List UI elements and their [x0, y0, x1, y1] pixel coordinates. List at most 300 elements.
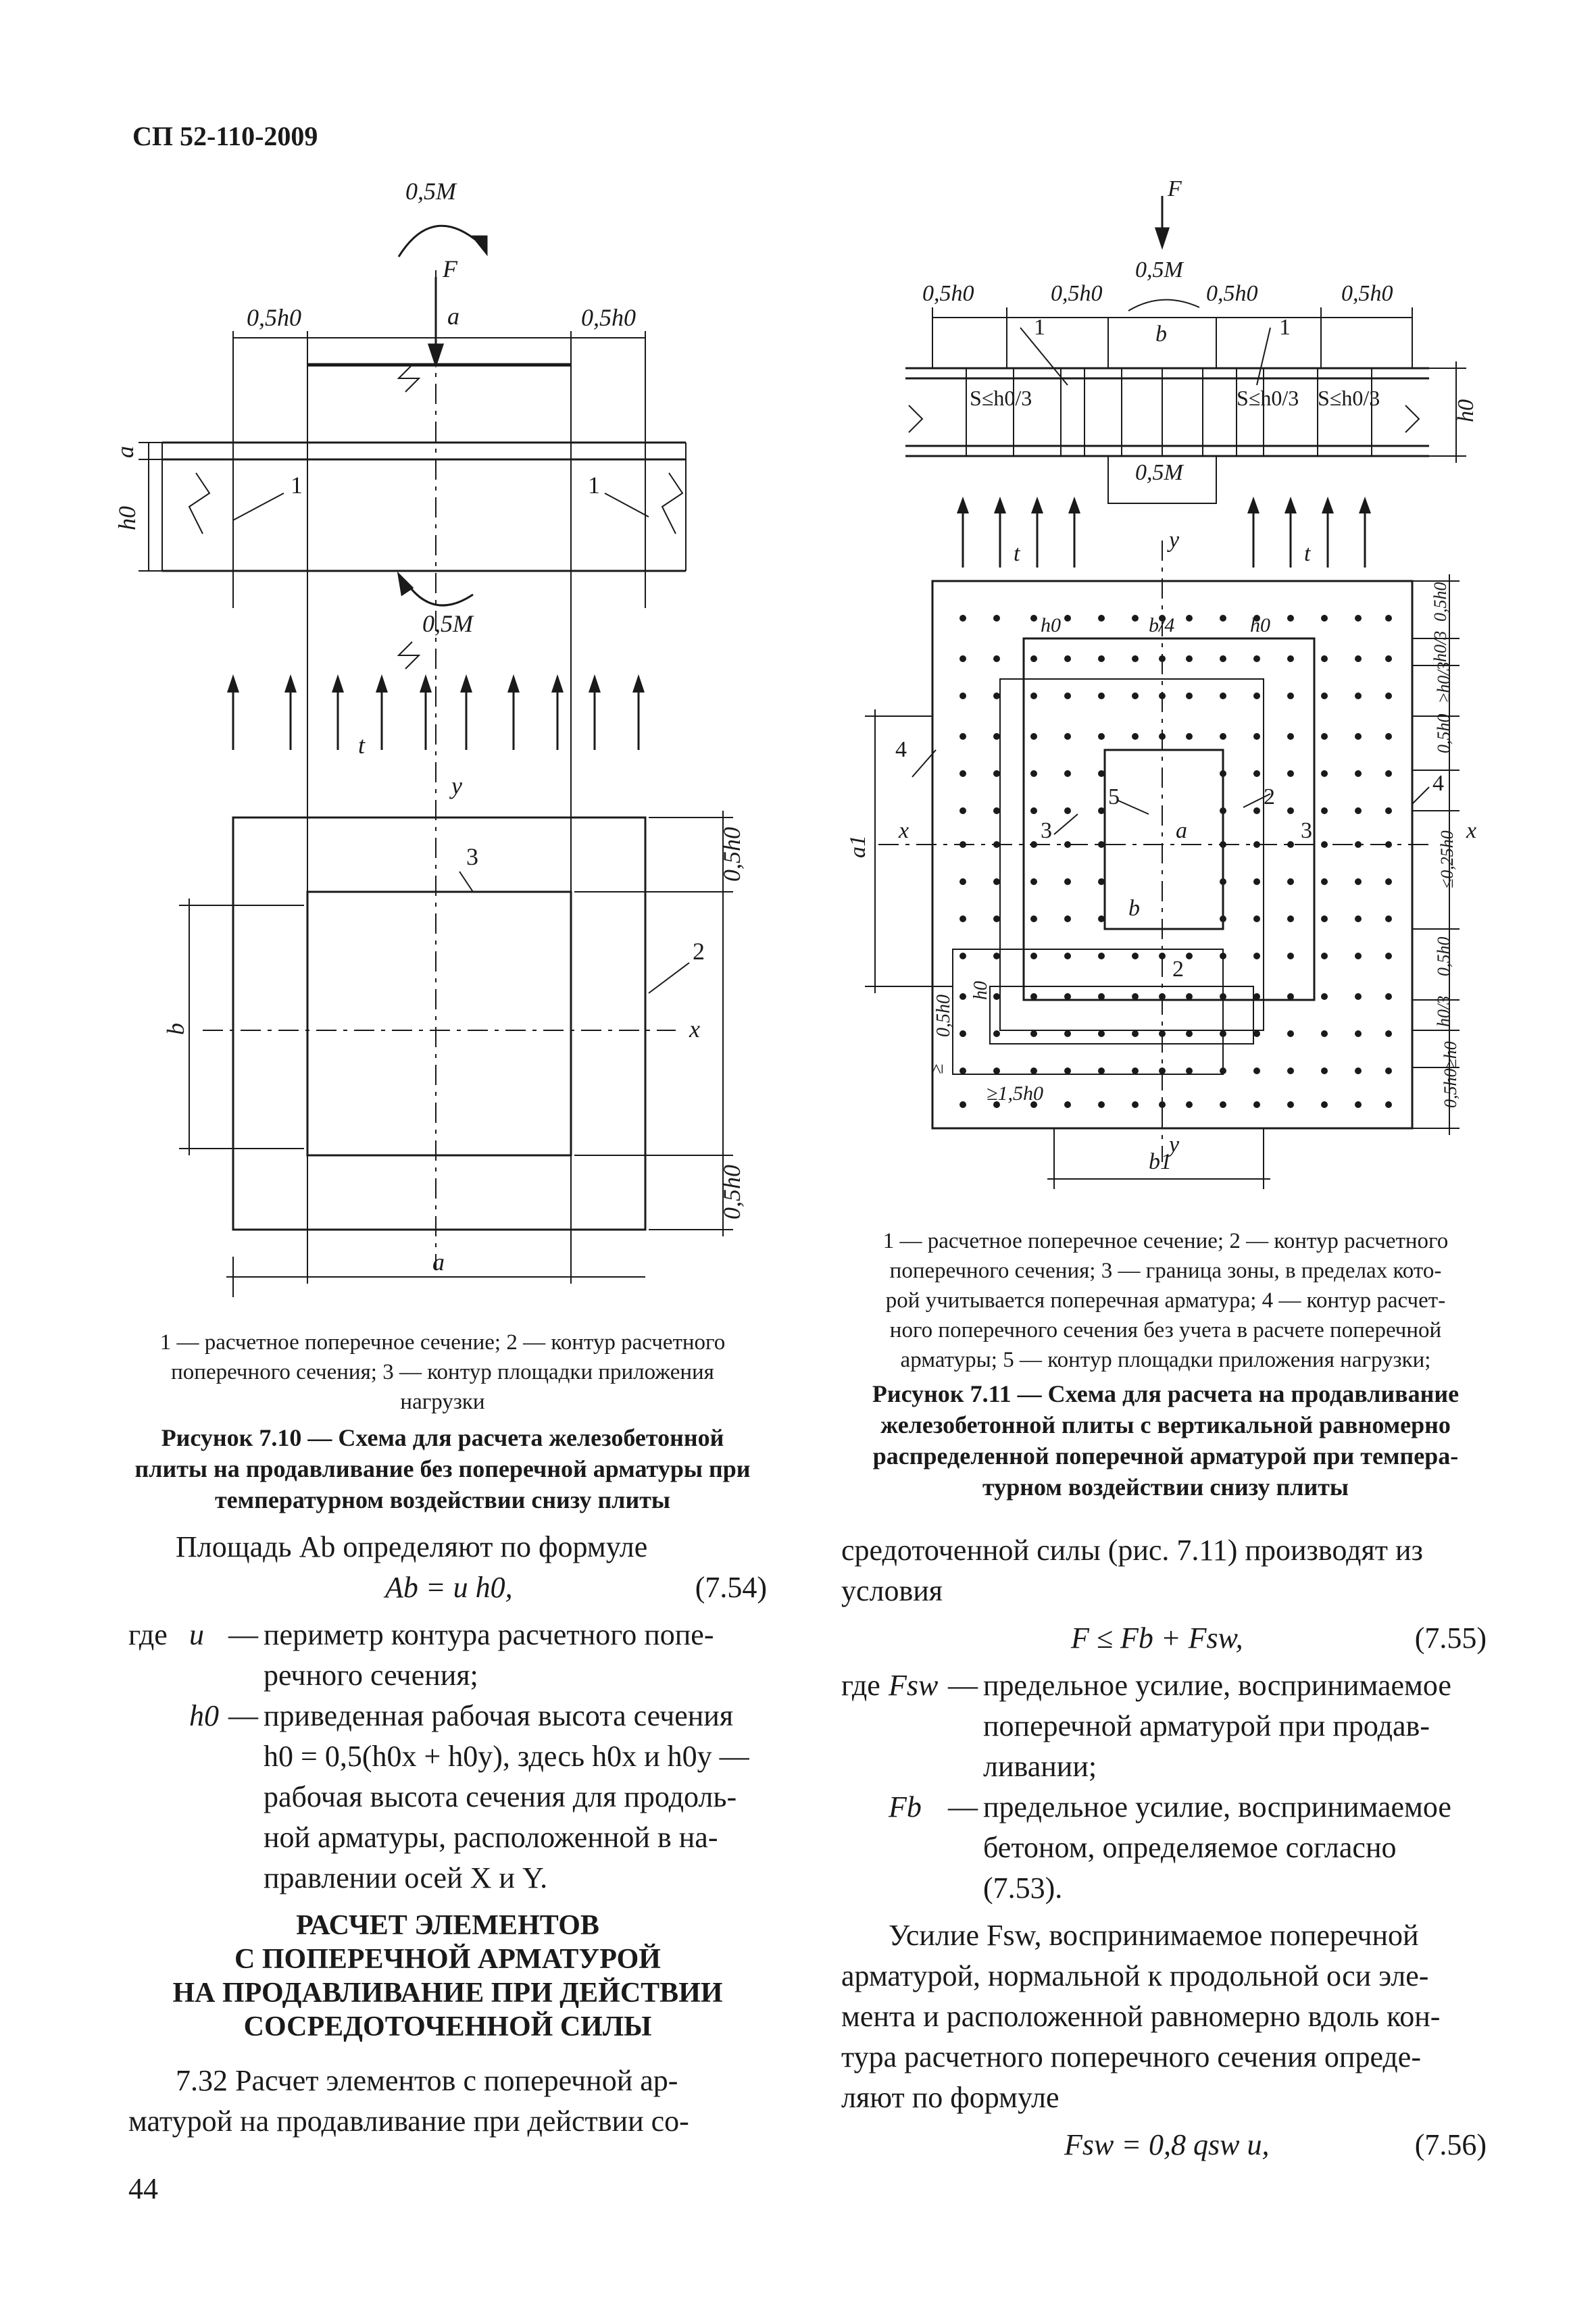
paragraph-line: мента и расположенной равномерно вдоль кон- — [841, 2000, 1441, 2033]
fig711-h0-lower: h0 — [970, 981, 991, 1000]
reinforcement-dot — [1220, 655, 1226, 662]
reinforcement-dot — [1355, 1067, 1362, 1074]
reinforcement-dot — [1030, 615, 1037, 622]
page-number: 44 — [128, 2172, 158, 2205]
reinforcement-dot — [1132, 1101, 1139, 1108]
fig710-title-line: Рисунок 7.10 — Схема для расчета железобетонной — [161, 1424, 724, 1451]
fig711-half-h0-left-lower: 0,5h0 — [933, 995, 954, 1037]
reinforcement-dot — [1355, 915, 1362, 922]
reinforcement-dot — [1030, 655, 1037, 662]
reinforcement-dot — [1321, 770, 1328, 777]
section-heading-line: СОСРЕДОТОЧЕННОЙ СИЛЫ — [243, 2011, 652, 2042]
reinforcement-dot — [959, 655, 966, 662]
reinforcement-dot — [1253, 807, 1260, 814]
h0-definition-5: правлении осей X и Y. — [264, 1861, 548, 1894]
reinforcement-dot — [1186, 953, 1193, 959]
reinforcement-dot — [1030, 1030, 1037, 1037]
reinforcement-dot — [1355, 1101, 1362, 1108]
reinforcement-dot — [1253, 655, 1260, 662]
reinforcement-dot — [1253, 1030, 1260, 1037]
reinforcement-dot — [1159, 953, 1166, 959]
reinforcement-dot — [1159, 1030, 1166, 1037]
reinforcement-dot — [1321, 993, 1328, 1000]
paragraph-line: Усилие Fsw, воспринимаемое поперечной — [889, 1919, 1419, 1952]
formula-7-55: F ≤ Fb + Fsw, — [1071, 1621, 1243, 1655]
reinforcement-dot — [1220, 953, 1226, 959]
fig711-moment-top-label: 0,5M — [1135, 257, 1183, 282]
fig710-force-label: F — [443, 255, 457, 282]
reinforcement-dot — [1253, 770, 1260, 777]
reinforcement-dot — [1385, 953, 1392, 959]
eq-number-7-54: (7.54) — [695, 1571, 767, 1604]
reinforcement-dot — [1385, 655, 1392, 662]
reinforcement-dot — [993, 1030, 1000, 1037]
fig711-ge-left: ≥ — [926, 1063, 947, 1074]
reinforcement-dot — [1385, 841, 1392, 848]
reinforcement-dot — [993, 915, 1000, 922]
reinforcement-dot — [1159, 655, 1166, 662]
reinforcement-dot — [1385, 733, 1392, 740]
reinforcement-dot — [1186, 993, 1193, 1000]
reinforcement-dot — [993, 878, 1000, 885]
fig711-legend-line: арматуры; 5 — контур площадки приложения нагрузки; — [900, 1348, 1431, 1372]
fig710-title-line: плиты на продавливание без поперечной арматуры при — [134, 1455, 751, 1482]
reinforcement-dot — [1064, 770, 1071, 777]
fig711-dim-r5: ≤0,25h0 — [1437, 830, 1457, 888]
reinforcement-dot — [1064, 1030, 1071, 1037]
reinforcement-dot — [1159, 1067, 1166, 1074]
reinforcement-dot — [1321, 733, 1328, 740]
reinforcement-dot — [1132, 953, 1139, 959]
reinforcement-dot — [1385, 1067, 1392, 1074]
reinforcement-dot — [1186, 655, 1193, 662]
fig711-callout-3a: 3 — [1041, 818, 1052, 843]
fig711-dim-r2: h0/3 — [1430, 630, 1450, 662]
reinforcement-dot — [1253, 841, 1260, 848]
reinforcement-dot — [1220, 1030, 1226, 1037]
fsw-definition-1: предельное усилие, воспринимаемое — [983, 1669, 1451, 1702]
fig710-callout-1-left: 1 — [291, 472, 303, 499]
reinforcement-dot — [1355, 733, 1362, 740]
reinforcement-dot — [1253, 1067, 1260, 1074]
reinforcement-dot — [1220, 841, 1226, 848]
fig711-y-bottom: y — [1169, 1132, 1180, 1157]
reinforcement-dot — [1132, 993, 1139, 1000]
fig711-legend-line: рой учитывается поперечная арматура; 4 — контур расчет- — [885, 1288, 1446, 1313]
reinforcement-dot — [1030, 841, 1037, 848]
reinforcement-dot — [1220, 807, 1226, 814]
reinforcement-dot — [1385, 693, 1392, 699]
fig711-title-line: железобетонной плиты с вертикальной равномерно — [880, 1411, 1451, 1438]
reinforcement-dot — [1098, 655, 1105, 662]
reinforcement-dot — [1253, 915, 1260, 922]
fig711-legend-line: поперечного сечения; 3 — граница зоны, в пределах кото- — [889, 1259, 1442, 1283]
fig710-title — [125, 1422, 760, 1515]
paragraph-line: условия — [841, 1574, 943, 1607]
reinforcement-dot — [959, 733, 966, 740]
reinforcement-dot — [1287, 1067, 1294, 1074]
fig711-a1: a1 — [845, 835, 870, 858]
reinforcement-dot — [1064, 878, 1071, 885]
fig710-a-thick-label: a — [111, 446, 139, 458]
fig711-half-h0-3: 0,5h0 — [1206, 281, 1258, 306]
reinforcement-dot — [1159, 733, 1166, 740]
fb-definition-3: (7.53). — [983, 1871, 1063, 1905]
reinforcement-dot — [1287, 953, 1294, 959]
reinforcement-dot — [1355, 615, 1362, 622]
fig710-callout-1-right: 1 — [588, 472, 600, 499]
reinforcement-dot — [959, 841, 966, 848]
fig711-dim-r4: 0,5h0 — [1434, 713, 1453, 753]
paragraph-7-32 — [128, 2061, 767, 2142]
reinforcement-dot — [1098, 1067, 1105, 1074]
reinforcement-dot — [959, 1101, 966, 1108]
reinforcement-dot — [1132, 733, 1139, 740]
fig711-callout-3b: 3 — [1301, 818, 1312, 843]
paragraph-7-32-line: 7.32 Расчет элементов с поперечной ар- — [176, 2064, 678, 2097]
fig710-t-label: t — [358, 732, 366, 759]
left-column: Площадь Ab определяют по формуле Ab = u h0, (7.54) где u — периметр контура расчетного попе- речного сечения; h0 — приведенная рабочая высота сечения h0 = 0,5(h0x + h0y), здесь h0x и h0y — рабочая высота сечения для продоль- ной арматуры, расположенной в на- правлении осей X и Y. — [128, 1527, 767, 1898]
reinforcement-dot — [1287, 807, 1294, 814]
section-heading-line: НА ПРОДАВЛИВАНИЕ ПРИ ДЕЙСТВИИ — [172, 1978, 723, 2009]
fig711-h0-inner-right: h0 — [1250, 614, 1270, 636]
formula-7-54: Ab = u h0, — [385, 1571, 513, 1604]
reinforcement-dot — [1132, 615, 1139, 622]
reinforcement-dot — [1159, 1101, 1166, 1108]
fig710-a-top-label: a — [447, 303, 459, 330]
reinforcement-dot — [959, 615, 966, 622]
fig710-title-line: температурном воздействии снизу плиты — [215, 1486, 670, 1513]
reinforcement-dot — [1253, 878, 1260, 885]
reinforcement-dot — [1064, 807, 1071, 814]
reinforcement-dot — [1159, 693, 1166, 699]
reinforcement-dot — [959, 1030, 966, 1037]
reinforcement-dot — [1220, 1101, 1226, 1108]
reinforcement-dot — [1030, 733, 1037, 740]
reinforcement-dot — [1030, 693, 1037, 699]
reinforcement-dot — [1321, 655, 1328, 662]
reinforcement-dot — [1321, 1030, 1328, 1037]
reinforcement-dot — [1385, 878, 1392, 885]
formula-7-56: Fsw = 0,8 qsw u, — [1064, 2128, 1270, 2161]
reinforcement-dot — [1098, 993, 1105, 1000]
section-heading — [128, 1909, 767, 2044]
fig711-h0-bottom: ≥1,5h0 — [987, 1082, 1043, 1105]
reinforcement-dot — [1098, 953, 1105, 959]
where-label: где — [128, 1618, 168, 1651]
fig711-dim-r1: 0,5h0 — [1430, 582, 1450, 622]
paragraph-line: тура расчетного поперечного сечения опреде- — [841, 2040, 1421, 2073]
fig711-h0-side: h0 — [1453, 399, 1478, 422]
reinforcement-dot — [1287, 878, 1294, 885]
reinforcement-dot — [1159, 993, 1166, 1000]
reinforcement-dot — [1220, 993, 1226, 1000]
reinforcement-dot — [1220, 915, 1226, 922]
reinforcement-dot — [1355, 953, 1362, 959]
reinforcement-dot — [1064, 615, 1071, 622]
fig711-dim-r8: 0,5h0≥h0 — [1441, 1041, 1460, 1108]
reinforcement-dot — [1098, 615, 1105, 622]
fig711-force-label: F — [1168, 176, 1182, 201]
reinforcement-dot — [959, 770, 966, 777]
fig711-title-line: Рисунок 7.11 — Схема для расчета на продавливание — [872, 1380, 1460, 1407]
reinforcement-dot — [1132, 1067, 1139, 1074]
right-column: средоточенной силы (рис. 7.11) производят из условия F ≤ Fb + Fsw, (7.55) где Fsw — предельное усилие, воспринимаемое поперечной арматурой при продав- ливании; Fb — предельное усилие, воспринимаемое бетоном, определяемое согласно (7.53). Усилие Fsw, воспринимаемое поперечной арматурой, нормальной к продольной оси эле- мента и расположенной равномерно вдоль кон- тура расчетного поперечного сечения опреде- ляют по формуле Fsw = 0,8 qsw u, (7.56) — [841, 1530, 1487, 2172]
reinforcement-dot — [1186, 1101, 1193, 1108]
reinforcement-dot — [1064, 953, 1071, 959]
reinforcement-dot — [959, 993, 966, 1000]
reinforcement-dot — [1030, 993, 1037, 1000]
reinforcement-dot — [1186, 693, 1193, 699]
reinforcement-dot — [1064, 915, 1071, 922]
fig710-legend — [125, 1328, 760, 1417]
fig711-dim-r7: h0/3 — [1434, 995, 1453, 1027]
reinforcement-dot — [993, 841, 1000, 848]
fig711-callout-2a: 2 — [1264, 784, 1275, 809]
reinforcement-dot — [1064, 693, 1071, 699]
reinforcement-dot — [959, 807, 966, 814]
fig710-moment-bottom-label: 0,5M — [422, 610, 473, 637]
reinforcement-dot — [1030, 953, 1037, 959]
reinforcement-dot — [1030, 1067, 1037, 1074]
reinforcement-dot — [1030, 915, 1037, 922]
h0-definition-2: h0 = 0,5(h0x + h0y), здесь h0x и h0y — — [264, 1740, 749, 1773]
reinforcement-dot — [959, 915, 966, 922]
fig711-x-right: x — [1466, 818, 1477, 843]
reinforcement-dot — [1064, 1101, 1071, 1108]
fig711-callout-4b: 4 — [1432, 771, 1444, 796]
fig710-a-bottom-label: a — [432, 1249, 445, 1276]
reinforcement-dot — [1253, 993, 1260, 1000]
fig711-title-line: распределенной поперечной арматурой при темпера- — [872, 1442, 1459, 1469]
fig710-legend-line: нагрузки — [400, 1390, 485, 1414]
fig711-t-right: t — [1304, 541, 1311, 566]
fig711-legend-line: ного поперечного сечения без учета в расчете поперечной — [889, 1318, 1442, 1342]
fig711-dim-r3: ≥h0/3 — [1434, 661, 1453, 703]
fig711-b-quarter: b/4 — [1149, 614, 1175, 636]
reinforcement-dot — [1385, 1101, 1392, 1108]
fig711-moment-bottom-label: 0,5M — [1135, 460, 1183, 485]
reinforcement-dot — [1385, 615, 1392, 622]
reinforcement-dot — [1220, 878, 1226, 885]
reinforcement-dot — [959, 1067, 966, 1074]
reinforcement-dot — [1064, 993, 1071, 1000]
fig711-title — [841, 1378, 1490, 1503]
fig711-b-inner: b — [1128, 896, 1140, 921]
fig710-legend-line: поперечного сечения; 3 — контур площадки приложения — [171, 1360, 714, 1384]
paragraph-7-32-line: матурой на продавливание при действии со- — [128, 2105, 689, 2138]
paragraph-line: средоточенной силы (рис. 7.11) производят из — [841, 1534, 1423, 1567]
reinforcement-dot — [1287, 733, 1294, 740]
reinforcement-dot — [1220, 615, 1226, 622]
reinforcement-dot — [1287, 915, 1294, 922]
paragraph-line: ляют по формуле — [841, 2081, 1059, 2114]
fig711-callout-1a: 1 — [1034, 315, 1045, 340]
reinforcement-dot — [1220, 693, 1226, 699]
reinforcement-dot — [1253, 733, 1260, 740]
reinforcement-dot — [1385, 807, 1392, 814]
reinforcement-dot — [1321, 915, 1328, 922]
fig710-x-axis: x — [689, 1015, 700, 1042]
reinforcement-dot — [1287, 615, 1294, 622]
reinforcement-dot — [1321, 693, 1328, 699]
reinforcement-dot — [1220, 733, 1226, 740]
fig711-legend-line: 1 — расчетное поперечное сечение; 2 — контур расчетного — [882, 1229, 1449, 1253]
reinforcement-dot — [1287, 993, 1294, 1000]
fig711-y-top: y — [1169, 528, 1180, 553]
fig711-callout-4a: 4 — [895, 737, 907, 762]
fig711-s-left: S≤h0/3 — [970, 386, 1032, 410]
reinforcement-dot — [1064, 1067, 1071, 1074]
reinforcement-dot — [993, 807, 1000, 814]
u-symbol: u — [189, 1618, 204, 1651]
where-label: где — [841, 1669, 880, 1702]
fig710-legend-line: 1 — расчетное поперечное сечение; 2 — контур расчетного — [159, 1330, 726, 1355]
fig710-b-label: b — [162, 1023, 189, 1035]
paragraph-line: арматурой, нормальной к продольной оси эле- — [841, 1959, 1429, 1992]
reinforcement-dot — [1287, 693, 1294, 699]
fig711-half-h0-1: 0,5h0 — [922, 281, 974, 306]
reinforcement-dot — [1287, 1101, 1294, 1108]
reinforcement-dot — [1098, 770, 1105, 777]
reinforcement-dot — [993, 615, 1000, 622]
reinforcement-dot — [1098, 1101, 1105, 1108]
fig711-half-h0-4: 0,5h0 — [1341, 281, 1393, 306]
fig711-b-top-label: b — [1155, 322, 1167, 347]
reinforcement-dot — [993, 770, 1000, 777]
fig710-half-h0-left: 0,5h0 — [247, 304, 301, 331]
fig710-half-h0-right: 0,5h0 — [581, 304, 636, 331]
reinforcement-dot — [1355, 655, 1362, 662]
h0-definition-3: рабочая высота сечения для продоль- — [264, 1780, 737, 1813]
reinforcement-dot — [1220, 770, 1226, 777]
fig710-h0-label: h0 — [114, 506, 141, 530]
reinforcement-dot — [1385, 915, 1392, 922]
reinforcement-dot — [1098, 841, 1105, 848]
document-code: СП 52-110-2009 — [132, 121, 318, 151]
paragraph-area: Площадь Ab определяют по формуле — [176, 1530, 648, 1563]
reinforcement-dot — [1132, 693, 1139, 699]
section-heading-line: С ПОПЕРЕЧНОЙ АРМАТУРОЙ — [234, 1944, 661, 1975]
fig710-moment-top-label: 0,5M — [405, 178, 456, 205]
fig711-callout-1b: 1 — [1279, 315, 1291, 340]
fig711-t-left: t — [1014, 541, 1020, 566]
reinforcement-dot — [959, 953, 966, 959]
reinforcement-dot — [1385, 770, 1392, 777]
fig710-callout-3: 3 — [466, 843, 478, 870]
fig711-title-line: турном воздействии снизу плиты — [982, 1474, 1349, 1501]
reinforcement-dot — [1030, 878, 1037, 885]
reinforcement-dot — [1186, 1067, 1193, 1074]
reinforcement-dot — [1030, 770, 1037, 777]
u-definition-1: периметр контура расчетного попе- — [264, 1618, 714, 1651]
fig711-dim-r6: 0,5h0 — [1434, 936, 1453, 976]
reinforcement-dot — [1098, 733, 1105, 740]
reinforcement-dot — [993, 693, 1000, 699]
fig710-dim-bottom: 0,5h0 — [718, 1165, 745, 1219]
eq-number-7-55: (7.55) — [1414, 1621, 1487, 1655]
reinforcement-dot — [1321, 1101, 1328, 1108]
reinforcement-dot — [1253, 1101, 1260, 1108]
reinforcement-dot — [993, 1067, 1000, 1074]
fig711-callout-2b: 2 — [1172, 957, 1184, 982]
reinforcement-dot — [1355, 807, 1362, 814]
fsw-definition-2: поперечной арматурой при продав- — [983, 1709, 1430, 1742]
reinforcement-dot — [1321, 807, 1328, 814]
reinforcement-dot — [1355, 878, 1362, 885]
reinforcement-dot — [993, 993, 1000, 1000]
reinforcement-dot — [1321, 615, 1328, 622]
u-definition-2: речного сечения; — [264, 1659, 478, 1692]
fig710-dim-top: 0,5h0 — [718, 827, 745, 882]
fig710-y-axis: y — [451, 772, 462, 799]
reinforcement-dot — [1385, 993, 1392, 1000]
reinforcement-dot — [1098, 1030, 1105, 1037]
reinforcement-dot — [1064, 841, 1071, 848]
fig710-callout-2: 2 — [693, 938, 705, 965]
reinforcement-dot — [1098, 915, 1105, 922]
fig711-h0-inner-left: h0 — [1041, 614, 1061, 636]
reinforcement-dot — [1287, 1030, 1294, 1037]
fb-definition-2: бетоном, определяемое согласно — [983, 1831, 1397, 1864]
reinforcement-dot — [1321, 1067, 1328, 1074]
fig711-x-left: x — [899, 818, 909, 843]
reinforcement-dot — [993, 953, 1000, 959]
fig711-callout-5: 5 — [1108, 784, 1120, 809]
reinforcement-dot — [1186, 733, 1193, 740]
reinforcement-dot — [959, 693, 966, 699]
fig711-a-inner: a — [1176, 818, 1187, 843]
fig711-b1: b1 — [1149, 1149, 1172, 1174]
fsw-symbol: Fsw — [889, 1669, 939, 1702]
fb-symbol: Fb — [889, 1790, 922, 1823]
fsw-definition-3: ливании; — [983, 1750, 1097, 1783]
reinforcement-dot — [1355, 993, 1362, 1000]
reinforcement-dot — [1098, 807, 1105, 814]
reinforcement-dot — [1287, 770, 1294, 777]
reinforcement-dot — [1098, 693, 1105, 699]
reinforcement-dot — [1132, 1030, 1139, 1037]
reinforcement-dot — [993, 655, 1000, 662]
reinforcement-dot — [1355, 841, 1362, 848]
reinforcement-dot — [1385, 1030, 1392, 1037]
reinforcement-dot — [1321, 878, 1328, 885]
reinforcement-dot — [1253, 693, 1260, 699]
fig711-s-right-2: S≤h0/3 — [1318, 386, 1380, 410]
reinforcement-dot — [1186, 615, 1193, 622]
reinforcement-dot — [1321, 953, 1328, 959]
reinforcement-dot — [1064, 655, 1071, 662]
reinforcement-dot — [959, 878, 966, 885]
reinforcement-dot — [1355, 770, 1362, 777]
eq-number-7-56: (7.56) — [1414, 2128, 1487, 2161]
reinforcement-dot — [1186, 1030, 1193, 1037]
fig711-s-right-1: S≤h0/3 — [1237, 386, 1299, 410]
reinforcement-dot — [1355, 693, 1362, 699]
reinforcement-dot — [1287, 655, 1294, 662]
reinforcement-dot — [1030, 807, 1037, 814]
reinforcement-dot — [1064, 733, 1071, 740]
fb-definition-1: предельное усилие, воспринимаемое — [983, 1790, 1451, 1823]
reinforcement-dot — [1355, 1030, 1362, 1037]
reinforcement-dot — [1098, 878, 1105, 885]
h0-symbol: h0 — [189, 1699, 219, 1732]
reinforcement-dot — [1321, 841, 1328, 848]
section-heading-line: РАСЧЕТ ЭЛЕМЕНТОВ — [296, 1910, 599, 1941]
reinforcement-dot — [993, 733, 1000, 740]
h0-definition-1: приведенная рабочая высота сечения — [264, 1699, 734, 1732]
reinforcement-dot — [1220, 1067, 1226, 1074]
